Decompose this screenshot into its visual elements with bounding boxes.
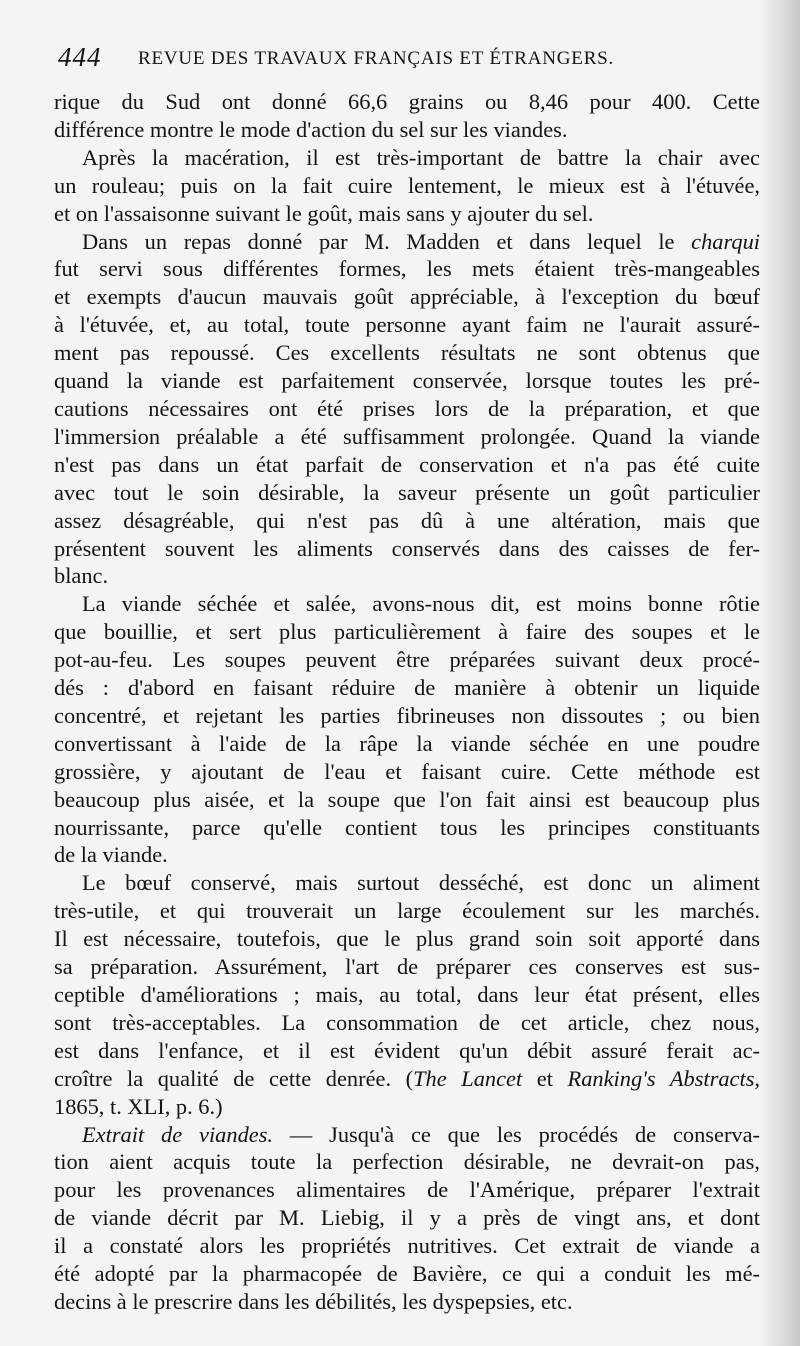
text-line: sont très-acceptables. La consommation de cet article, chez nous, [54,1009,760,1035]
text-line: présentent souvent les aliments conservés dans des caisses de fer- [54,535,760,561]
text-line: été adopté par la pharmacopée de Bavière, ce qui a conduit les mé- [54,1261,760,1287]
text-line: très-utile, et qui trouverait un large écoulement sur les marchés. [54,898,760,924]
text-line: différence montre le mode d'action du sel sur les viandes. [54,116,568,142]
section-heading-line [54,1121,760,1149]
text-line: grossière, y ajoutant de l'eau et faisant cuire. Cette méthode est [54,758,760,784]
text-line: l'immersion préalable a été suffisamment prolongée. Quand la viande [54,423,760,449]
section-heading-extrait: Extrait de viandes. [82,1121,274,1147]
text-line: Il est nécessaire, toutefois, que le plus grand soin soit apporté dans [54,926,760,952]
text-line: est dans l'enfance, et il est évident qu'un débit assuré ferait ac- [54,1037,760,1063]
citation-lancet: The Lancet [413,1065,523,1091]
text-line: beaucoup plus aisée, et la soupe que l'on fait ainsi est beaucoup plus [54,786,760,812]
citation-line [54,1065,760,1093]
text-line: à l'étuvée, et, au total, toute personne ayant faim ne l'aurait assuré- [54,312,760,338]
text-line: pour les provenances alimentaires de l'Amérique, préparer l'extrait [54,1177,760,1203]
text-line: fut servi sous différentes formes, les mets étaient très-mangeables [54,256,760,282]
paragraph-start-line: Après la macération, il est très-important de battre la chair avec [82,144,760,170]
text-fragment: et [522,1065,568,1091]
text-line: cautions nécessaires ont été prises lors de la préparation, et que [54,395,760,421]
text-line: tion aient acquis toute la perfection désirable, ne devrait-on pas, [54,1149,760,1175]
text-line: de la viande. [54,842,168,868]
text-line: pot-au-feu. Les soupes peuvent être préparées suivant deux procé- [54,647,760,673]
text-line: convertissant à l'aide de la râpe la viande séchée en une poudre [54,730,760,756]
text-line: ceptible d'améliorations ; mais, au total, dans leur état présent, elles [54,982,760,1007]
text-line: et on l'assaisonne suivant le goût, mais sans y ajouter du sel. [54,200,594,226]
paragraph-start-line [54,228,760,256]
paragraph-start-line: Le bœuf conservé, mais surtout desséché, est donc un aliment [82,870,760,896]
text-line: dés : d'abord en faisant réduire de manière à obtenir un liquide [54,675,760,701]
citation-ranking: Ranking's Abstracts, [567,1065,761,1091]
text-fragment: croître la qualité de cette denrée. ( [54,1065,414,1091]
text-line: un rouleau; puis on la fait cuire lentement, le mieux est à l'étuvée, [54,172,760,198]
paragraph-start-line: La viande séchée et salée, avons-nous dit, est moins bonne rôtie [82,591,760,617]
body-text [54,88,760,1316]
text-line: que bouillie, et sert plus particulièrement à faire des soupes et le [54,619,760,645]
running-title: REVUE DES TRAVAUX FRANÇAIS ET ÉTRANGERS. [138,48,615,69]
text-line: assez désagréable, qui n'est pas dû à une altération, mais que [54,507,760,533]
text-fragment: Dans un repas donné par M. Madden et dans lequel le [82,228,675,254]
text-line: concentré, et rejetant les parties fibrineuses non dissoutes ; ou bien [54,702,760,728]
text-line: rique du Sud ont donné 66,6 grains ou 8,46 pour 400. Cette [54,89,760,114]
text-line: sa préparation. Assurément, l'art de préparer ces conserves est sus- [54,954,760,980]
text-line: il a constaté alors les propriétés nutritives. Cet extrait de viande a [54,1233,760,1259]
page-header [58,40,758,80]
text-line: quand la viande est parfaitement conservée, lorsque toutes les pré- [54,368,760,394]
text-line: nourrissante, parce qu'elle contient tous les principes constituants [54,814,760,840]
text-line: avec tout le soin désirable, la saveur présente un goût particulier [54,479,760,505]
text-line: decins à le prescrire dans les débilités, les dyspepsies, etc. [54,1288,573,1314]
page-number: 444 [58,42,102,72]
text-line: de viande décrit par M. Liebig, il y a près de vingt ans, et dont [54,1205,760,1231]
text-line: n'est pas dans un état parfait de conservation et n'a pas été cuite [54,451,760,477]
italic-term-charqui: charqui [691,228,760,254]
text-line: ment pas repoussé. Ces excellents résultats ne sont obtenus que [54,340,760,366]
page-edge-shadow [760,0,800,1346]
text-line: et exempts d'aucun mauvais goût appréciable, à l'exception du bœuf [54,284,760,310]
text-fragment: — Jusqu'à ce que les procédés de conserva- [289,1121,760,1147]
citation-line: 1865, t. XLI, p. 6.) [54,1093,223,1119]
text-line: blanc. [54,563,109,589]
